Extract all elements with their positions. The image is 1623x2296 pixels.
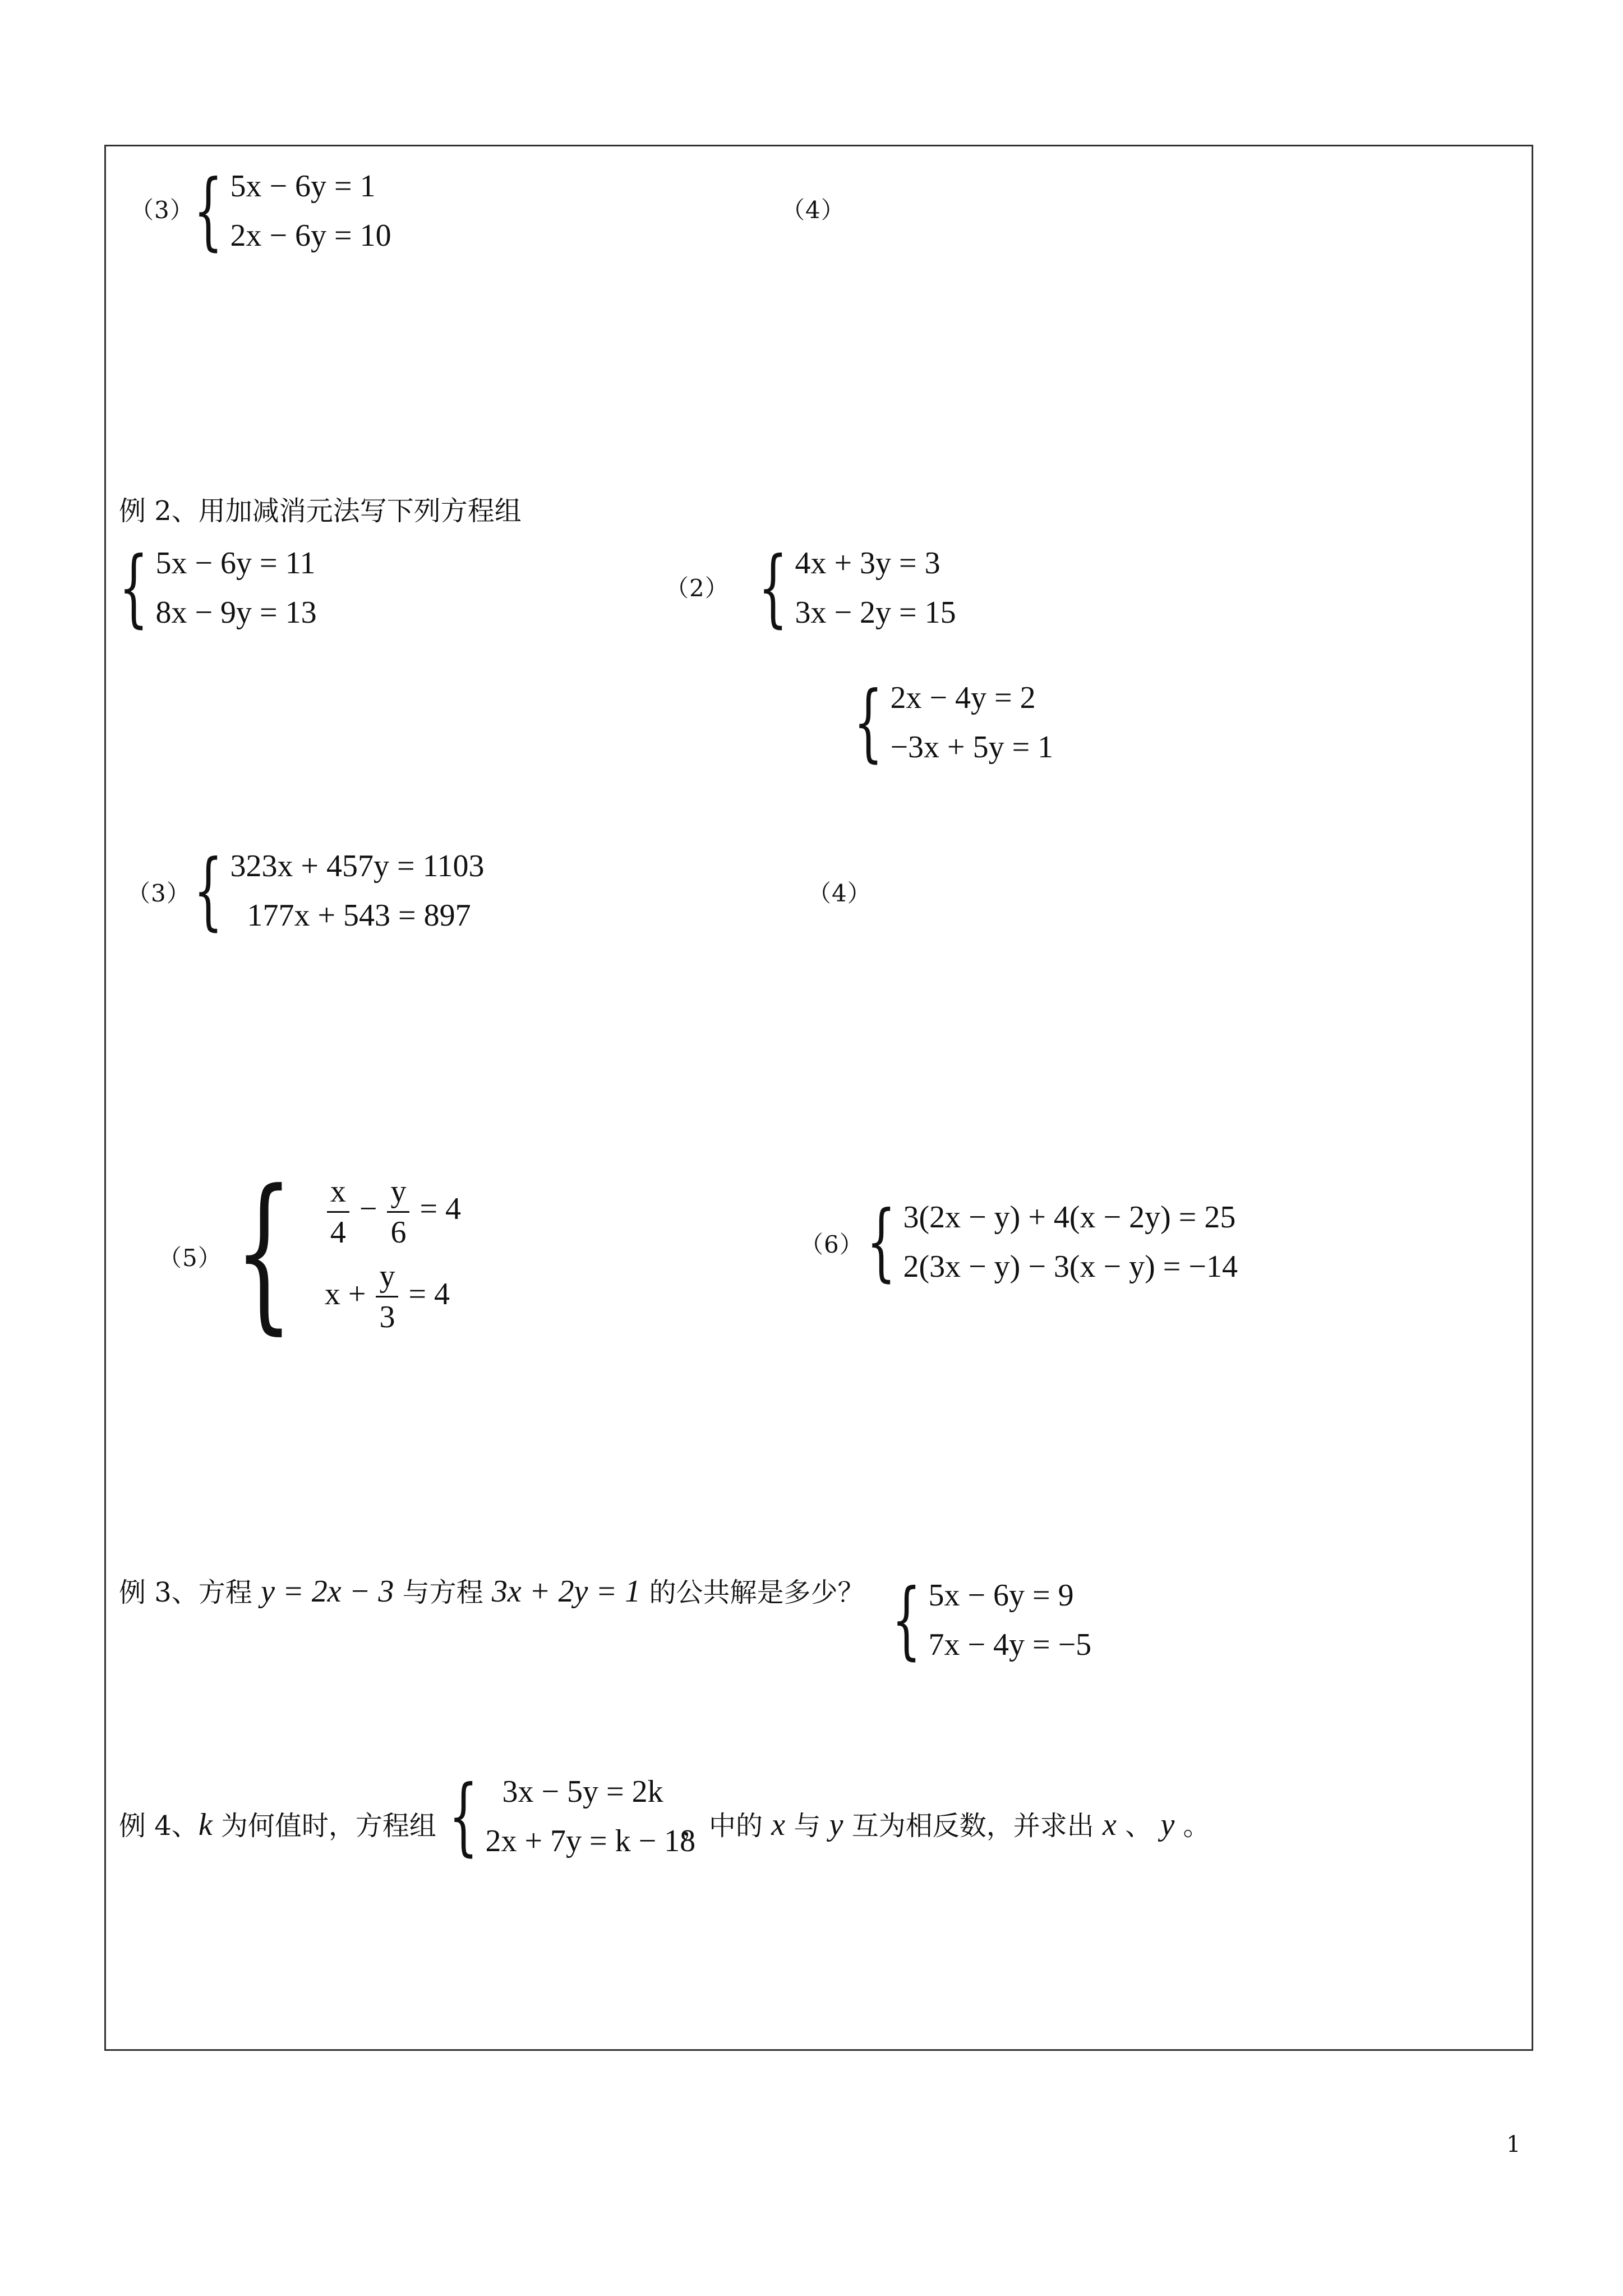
system-ex2-1: { 5x − 6y = 11 8x − 9y = 13 — [119, 539, 317, 637]
equation: 2x − 6y = 10 — [230, 218, 391, 253]
label-ex2-3: （3） — [127, 880, 191, 907]
equation: 5x − 6y = 11 — [155, 546, 316, 581]
example-4-heading-start: 例 4、k 为何值时，方程组 — [119, 1807, 436, 1842]
equation: 3x − 5y = 2k — [502, 1774, 663, 1809]
equation: 177x + 543 = 897 — [247, 898, 471, 933]
equation: −3x + 5y = 1 — [890, 730, 1054, 765]
example-2-heading: 例 2、用加减消元法写下列方程组 — [119, 495, 522, 527]
equation: 4x + 3y = 3 — [795, 546, 940, 581]
page-number: 1 — [1506, 2132, 1521, 2157]
label-ex2-5: （5） — [158, 1244, 222, 1272]
equation: 3(2x − y) + 4(x − 2y) = 25 — [903, 1200, 1236, 1235]
equation: 2x − 4y = 2 — [890, 680, 1036, 715]
system-ex2-5: { $\frac{x}{4}$ − $\frac{y}{6}$ = 4 x + $\frac{y}{3}$ = 4 — [234, 1153, 462, 1350]
equation-inline: 3x + 2y = 1 — [491, 1574, 641, 1609]
label-ex2-6: （6） — [800, 1231, 864, 1258]
equation: 5x − 6y = 1 — [230, 169, 376, 204]
label-ex2-2: （2） — [665, 574, 729, 602]
system-ex4: { 3x − 5y = 2k 2x + 7y = k − 18 — [449, 1768, 696, 1865]
system-ex2-2: { 4x + 3y = 3 3x − 2y = 15 — [758, 539, 956, 637]
system-ex2-3: { 323x + 457y = 1103 177x + 543 = 897 — [193, 842, 485, 940]
label-p1-3: （3） — [130, 196, 194, 224]
equation: 3x − 2y = 15 — [795, 595, 956, 630]
fraction: $\frac{x}{4}$ — [327, 1172, 349, 1252]
example-3-heading: 例 3、方程 y = 2x − 3 与方程 3x + 2y = 1 的公共解是多少？ — [119, 1574, 865, 1609]
equation-5-line1: $\frac{x}{4}$ − $\frac{y}{6}$ = 4 — [325, 1167, 461, 1252]
equation: 7x − 4y = −5 — [928, 1627, 1092, 1662]
system-p1-3: { 5x − 6y = 1 2x − 6y = 10 — [193, 162, 391, 260]
equation: 323x + 457y = 1103 — [230, 849, 485, 884]
equation-5-line2: x + $\frac{y}{3}$ = 4 — [325, 1252, 461, 1337]
label-p1-4: （4） — [781, 196, 845, 224]
equation: 5x − 6y = 9 — [928, 1578, 1074, 1613]
label-ex2-4: （4） — [808, 880, 872, 907]
equation-inline: y = 2x − 3 — [261, 1574, 394, 1609]
fraction: $\frac{y}{6}$ — [387, 1172, 409, 1252]
equation: 8x − 9y = 13 — [155, 595, 317, 630]
example-4-heading-end: ，中的 x 与 y 互为相反数，并求出 x 、 y 。 — [682, 1807, 1210, 1842]
system-ex2-extra: { 2x − 4y = 2 −3x + 5y = 1 — [854, 674, 1054, 771]
system-ex3-extra: { 5x − 6y = 9 7x − 4y = −5 — [892, 1571, 1092, 1669]
content-frame — [104, 145, 1533, 2051]
equation: 2x + 7y = k − 18 — [485, 1824, 696, 1858]
system-ex2-6: { 3(2x − y) + 4(x − 2y) = 25 2(3x − y) − 3(x − y) = −14 — [866, 1193, 1238, 1291]
equation: 2(3x − y) − 3(x − y) = −14 — [903, 1249, 1238, 1284]
fraction: $\frac{y}{3}$ — [376, 1257, 398, 1337]
